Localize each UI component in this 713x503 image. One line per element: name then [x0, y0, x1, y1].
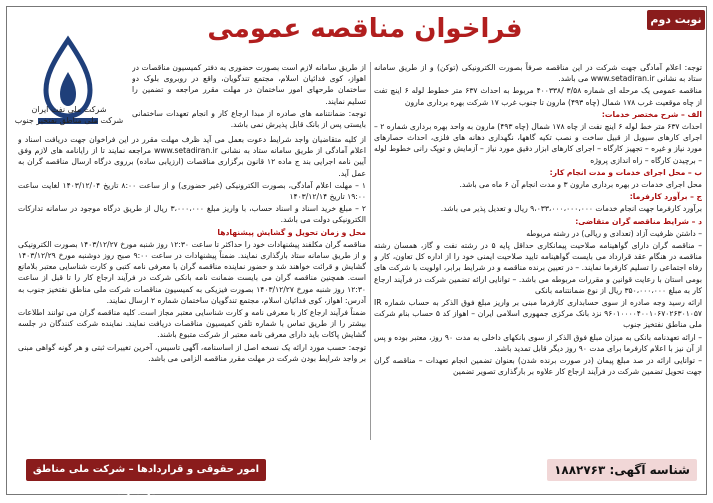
paragraph: – مناقصه گران دارای گواهینامه صلاحیت پیمانکاری حداقل پایه ۵ در رشته نفت و گاز، همسان رشته مناقصه در هنگام عقد قرارداد می بایست گواهینامه تایید صلاحیت ایمنی خود را از اداره کل تعاون، کار و رفاه اجتماعی را تسلیم کارفرما نمایند. – در تعیین برنده مناقصه و در شرایط برابر، اولویت با شرکت های بومی استان با رعایت قوانین و مقررات مربوطه می باشد. – توانایی ارائه تضمین شرکت در فرآیند ارجاع کار به مبلغ ۳۵۰،۰۰۰،۰۰۰ ریال از نوع ضمانتنامه بانکی	[374, 241, 702, 295]
section-heading: محل و زمان تحویل و گشایش پیشنهادها	[217, 227, 366, 237]
paragraph: ۲ – مبلغ خرید اسناد و اسناد حساب، با واریز مبلغ ۳،۰۰۰،۰۰۰ ریال از طریق درگاه موجود در سامانه تدارکات الکترونیکی دولت می باشد.	[18, 204, 366, 225]
paragraph: از طریق سامانه لازم است بصورت حضوری به دفتر کمیسیون مناقصات در اهواز، کوی فدائیان اسلام، مجتمع تندگویان، واقع در روبروی بلوک دو ساختمان طرحهای امور ساختمان در مهلت مقرر مراجعه و تضمین را تسلیم نمایند.	[132, 63, 366, 106]
footer-notice-id: شناسه آگهی: ۱۸۸۲۷۶۳	[547, 459, 697, 481]
paragraph: از کلیه متقاضیان واجد شرایط دعوت بعمل می آید ظرف مهلت مقرر در این فراخوان جهت دریافت اسناد و اعلام آمادگی از طریق سامانه ستاد به نشانی www.setadiran.ir مراجعه نمایند تا از رایانامه های لازم وفق آیین نامه اجرایی بند ج ماده ۱۲ قانون برگزاری مناقصات (ارزیابی ساده) برروی درگاه ارسال مناقصه گران به عمل آید.	[18, 135, 366, 178]
left-top-column	[132, 62, 366, 132]
paragraph: مناقصه گران مکلفند پیشنهادات خود را حداکثر تا ساعت ۱۲:۳۰ روز شنبه مورخ ۱۴۰۳/۱۲/۲۷ بصورت الکترونیکی و از طریق سامانه ستاد بارگذاری نمایند. ضمناً پیشنهادات در ساعت ۹:۰۰ صبح روز دوشنبه مورخ ۱۴۰۳/۱۲/۲۹ گشایش و قرائت خواهند شد و حضور نماینده مناقصه گران با معرفی نامه کتبی و کارت شناسایی معتبر بلامانع است. همچنین مناقصه گران می بایست ضمانت نامه بانکی شرکت در فرآیند ارجاع کار را تا قبل از ساعت ۱۲:۳۰ روز شنبه مورخ ۱۴۰۳/۱۲/۲۷ بصورت فیزیکی به کمیسیون مناقصات شرکت ملی مناطق نفتخیز جنوب به آدرس: اهواز، کوی فدائیان اسلام، مجتمع تندگویان ساختمان شماره ۲ ارسال نمایند.	[18, 239, 366, 305]
section-heading: ج – برآورد کارفرما:	[629, 192, 702, 202]
second-round-badge: نوبت دوم	[647, 10, 705, 30]
section-heading: الف – شرح مختصر خدمات:	[601, 109, 702, 119]
paragraph: توجه: ضمانتنامه های صادره از مبدا ارجاع کار و انجام تعهدات ساختمانی بایستی پس از بانک قابل پذیرش نمی باشد.	[132, 108, 366, 130]
logo-caption-line-2: شرکت ملی مناطق نفتخیز جنوب	[14, 116, 124, 125]
paragraph: – ارائه تعهدنامه بانکی به میزان مبلغ فوق الذکر از سوی بانکهای داخلی به مدت ۹۰ روز، معتبر بوده و پس از آن نیز با اعلام کارفرما برای مدت ۹۰ روز دیگر قابل تمدید باشد.	[374, 332, 702, 353]
paragraph: ضمناً فرآیند ارجاع کار با معرفی نامه و کارت شناسایی معتبر مجاز است. کلیه مناقصه گران می توانند اطلاعات بیشتر را از طریق تماس با شماره تلفن کمیسیون مناقصات دریافت نمایند. نماینده شرکت کنندگان در جلسه گشایش پاکات باید دارای معرفی نامه معتبر از شرکت متبوع باشند.	[18, 308, 366, 340]
page-title: فراخوان مناقصه عمومی	[207, 14, 523, 44]
paragraph: ارائه رسید وجه صادره از سوی حسابداری کارفرما مبنی بر واریز مبلغ فوق الذکر به حساب شماره IR ۹۶۰۱۰۰۰۰۴۰۰۱۰۶۷۰۲۶۳۰۱۰۵۷ نزد بانک مرکزی جمهوری اسلامی ایران – اهواز کد ۵ حساب بنام شرکت ملی مناطق نفتخیز جنوب	[374, 298, 702, 330]
logo-caption	[10, 104, 128, 126]
paragraph: مناقصه عمومی یک مرحله ای شماره ۳/۵۸ /۴۰۰۳۳۸ مربوط به احداث ۶۳۷ متر خطوط لوله ۶ اینچ تفت از چاه موقعیت غرب ۱۷۸ شمال (چاه ۴۹۳) مارون تا جنوب غرب ۱۷ شرکت بهره برداری مارون	[374, 86, 702, 107]
paragraph: توجه: حسب مورد ارائه یک نسخه اصل از اساسنامه، آگهی تاسیس، آخرین تغییرات ثبتی و هر گونه گواهی مبنی بر واجد شرایط بودن شرکت در مهلت مقرر مناقصه الزامی می باشد.	[18, 342, 366, 363]
paragraph: – داشتن ظرفیت آزاد (تعدادی و ریالی) در رشته مربوطه	[526, 228, 702, 238]
paragraph: برآورد کارفرما جهت انجام خدمات ۹،۰۳۳،۰۰۰،۰۰۰،۰۰۰ ریال و تعدیل پذیر می باشد.	[440, 204, 702, 214]
section-heading: ب – محل اجرای خدمات و مدت انجام کار:	[549, 167, 702, 177]
paragraph: توجه: اعلام آمادگی جهت شرکت در این مناقصه صرفاً بصورت الکترونیکی (توکن) و از طریق سامانه ستاد به نشانی www.setadiran.ir می باشد.	[374, 63, 702, 84]
left-main-column	[18, 134, 366, 440]
footer-publisher: امور حقوقی و قراردادها – شرکت ملی مناطق نفتخیز جنوب	[26, 459, 266, 481]
logo-caption-line-1: شرکت ملی نفت ایران	[31, 105, 107, 114]
section-heading: د – شرایط مناقصه گران متقاضی:	[575, 216, 702, 226]
right-column	[374, 62, 702, 442]
footer	[6, 451, 707, 497]
paragraph: احداث ۶۳۷ متر خط لوله ۶ اینچ نفت از چاه ۱۷۸ شمال (چاه ۴۹۳) مارون به واحد بهره برداری شماره ۲ – اجرای کارهای سیویل از قبیل ساخت و نصب تکیه گاهها، نگهداری دهانه های فلزی، احداث حصارهای مورد نیاز و غیره – تجهیز کارگاه – اجرای کارهای ابزار دقیق مورد نیاز – آزمایش و توپک رانی خطوط لوله – برچیدن کارگاه – راه اندازی پروژه	[374, 122, 702, 165]
column-divider	[370, 62, 371, 440]
section-heading	[132, 131, 366, 132]
paragraph: ۱ – مهلت اعلام آمادگی، بصورت الکترونیکی (غیر حضوری) و از ساعت ۸:۰۰ تاریخ ۱۴۰۳/۱۲/۰۴ لغایت ساعت ۱۹:۰۰ تاریخ ۱۴۰۳/۱۲/۱۴	[18, 180, 366, 202]
paragraph: محل اجرای خدمات در بهره برداری مارون ۳ و مدت انجام آن ۶ ماه می باشد.	[459, 180, 702, 190]
paragraph: – توانایی ارائه در صد مبلغ پیمان (در صورت برنده شدن) بعنوان تضمین انجام تعهدات – مناقصه گران جهت تحویل تضمین شرکت در فرآیند ارجاع کار علاوه بر بارگذاری تصویر تضمین	[374, 356, 702, 377]
